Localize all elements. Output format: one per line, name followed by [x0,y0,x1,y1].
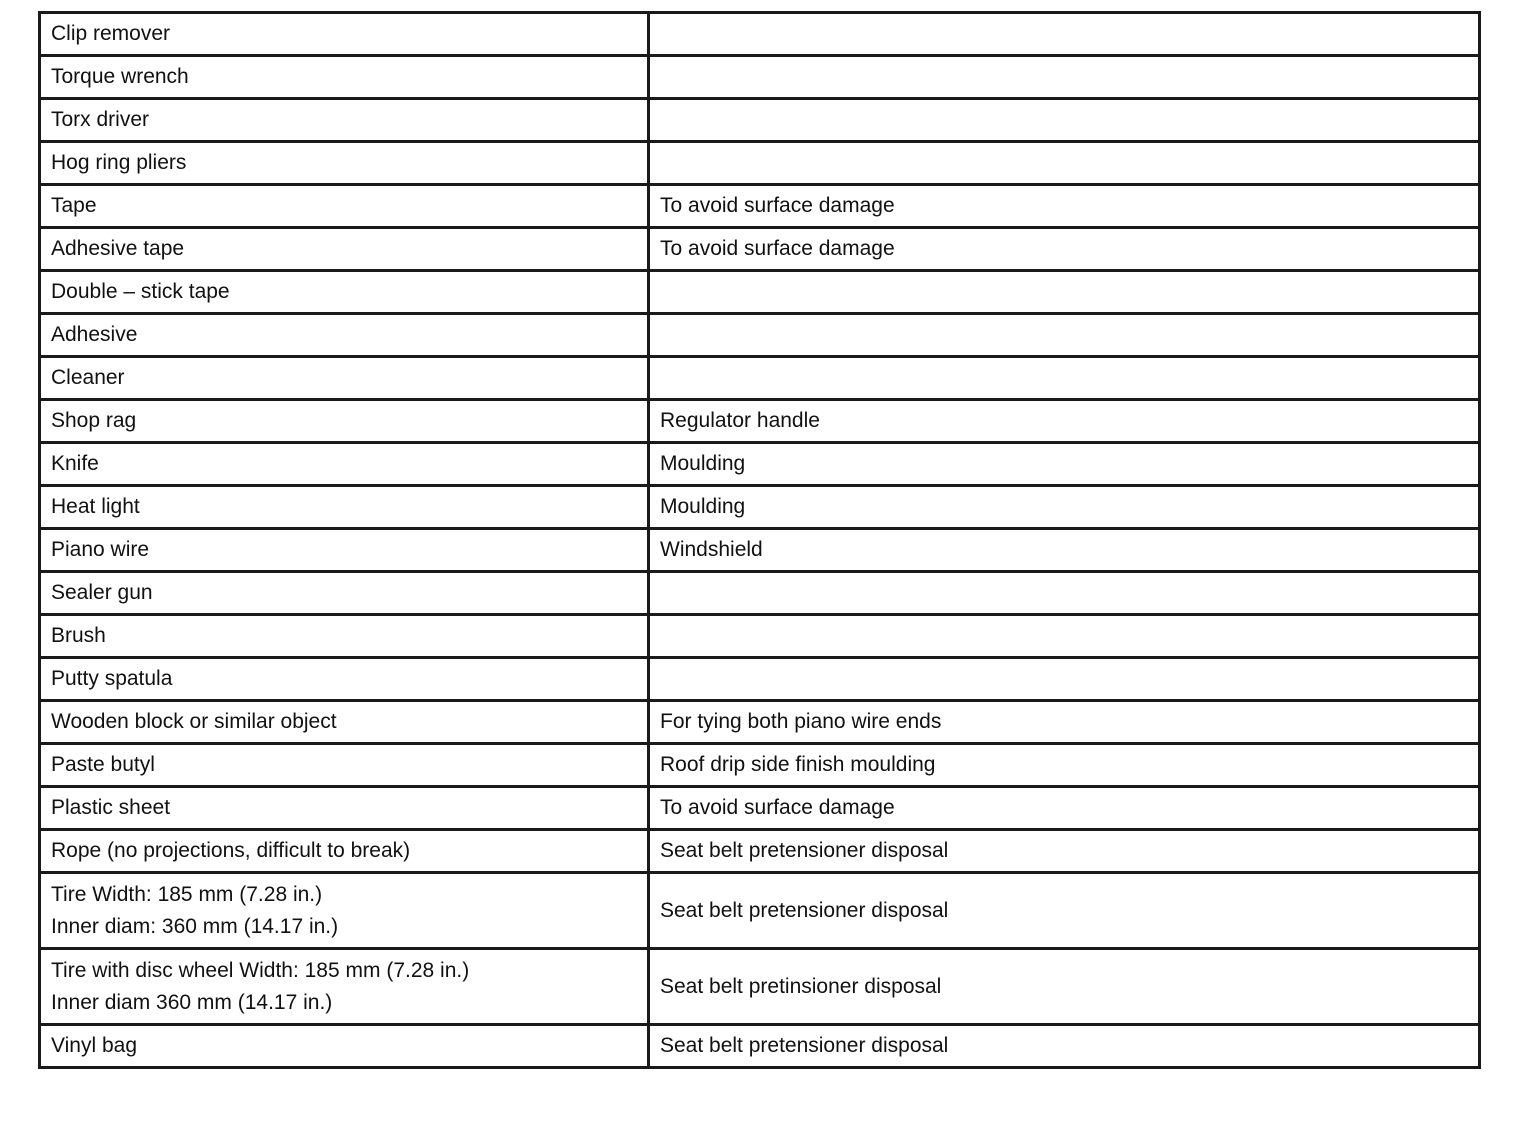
item-cell: Shop rag [40,400,649,443]
item-cell: Sealer gun [40,572,649,615]
item-cell: Adhesive [40,314,649,357]
note-cell: Seat belt pretensioner disposal [649,1025,1480,1068]
note-cell: Seat belt pretinsioner disposal [649,949,1480,1025]
item-cell: Wooden block or similar object [40,701,649,744]
item-cell: Hog ring pliers [40,142,649,185]
table-row [40,228,1480,271]
item-cell: Brush [40,615,649,658]
item-cell: Paste butyl [40,744,649,787]
note-cell: To avoid surface damage [649,787,1480,830]
table-row [40,357,1480,400]
note-cell: Seat belt pretensioner disposal [649,830,1480,873]
table-row [40,314,1480,357]
table-row [40,400,1480,443]
item-cell: Putty spatula [40,658,649,701]
note-cell: Windshield [649,529,1480,572]
table-row [40,56,1480,99]
item-cell: Rope (no projections, difficult to break) [40,830,649,873]
table-row [40,658,1480,701]
table-row [40,787,1480,830]
note-cell [649,99,1480,142]
table-row [40,486,1480,529]
item-cell: Torx driver [40,99,649,142]
item-cell: Vinyl bag [40,1025,649,1068]
note-cell [649,357,1480,400]
item-cell: Heat light [40,486,649,529]
note-cell: For tying both piano wire ends [649,701,1480,744]
table-row [40,529,1480,572]
item-cell: Knife [40,443,649,486]
table-row [40,744,1480,787]
note-cell [649,271,1480,314]
note-cell [649,314,1480,357]
item-cell: Tire Width: 185 mm (7.28 in.) Inner diam: 360 mm (14.17 in.) [40,873,649,949]
item-cell: Torque wrench [40,56,649,99]
note-cell [649,572,1480,615]
note-cell [649,56,1480,99]
item-cell: Double – stick tape [40,271,649,314]
tools-table [38,11,1481,1069]
table-row [40,271,1480,314]
item-cell: Clip remover [40,13,649,56]
note-cell: To avoid surface damage [649,185,1480,228]
table-row [40,572,1480,615]
table-row [40,873,1480,949]
note-cell: Seat belt pretensioner disposal [649,873,1480,949]
table-row [40,701,1480,744]
item-cell: Tire with disc wheel Width: 185 mm (7.28 in.) Inner diam 360 mm (14.17 in.) [40,949,649,1025]
table-row [40,13,1480,56]
table-row [40,615,1480,658]
note-cell [649,615,1480,658]
item-cell: Cleaner [40,357,649,400]
note-cell: Regulator handle [649,400,1480,443]
note-cell: To avoid surface damage [649,228,1480,271]
table-row [40,185,1480,228]
note-cell: Moulding [649,443,1480,486]
note-cell [649,658,1480,701]
table-row [40,99,1480,142]
note-cell: Roof drip side finish moulding [649,744,1480,787]
note-cell: Moulding [649,486,1480,529]
table-row [40,443,1480,486]
item-cell: Adhesive tape [40,228,649,271]
table-row [40,1025,1480,1068]
table-row [40,830,1480,873]
note-cell [649,13,1480,56]
table-row [40,142,1480,185]
item-cell: Piano wire [40,529,649,572]
item-cell: Plastic sheet [40,787,649,830]
note-cell [649,142,1480,185]
item-cell: Tape [40,185,649,228]
table-row [40,949,1480,1025]
